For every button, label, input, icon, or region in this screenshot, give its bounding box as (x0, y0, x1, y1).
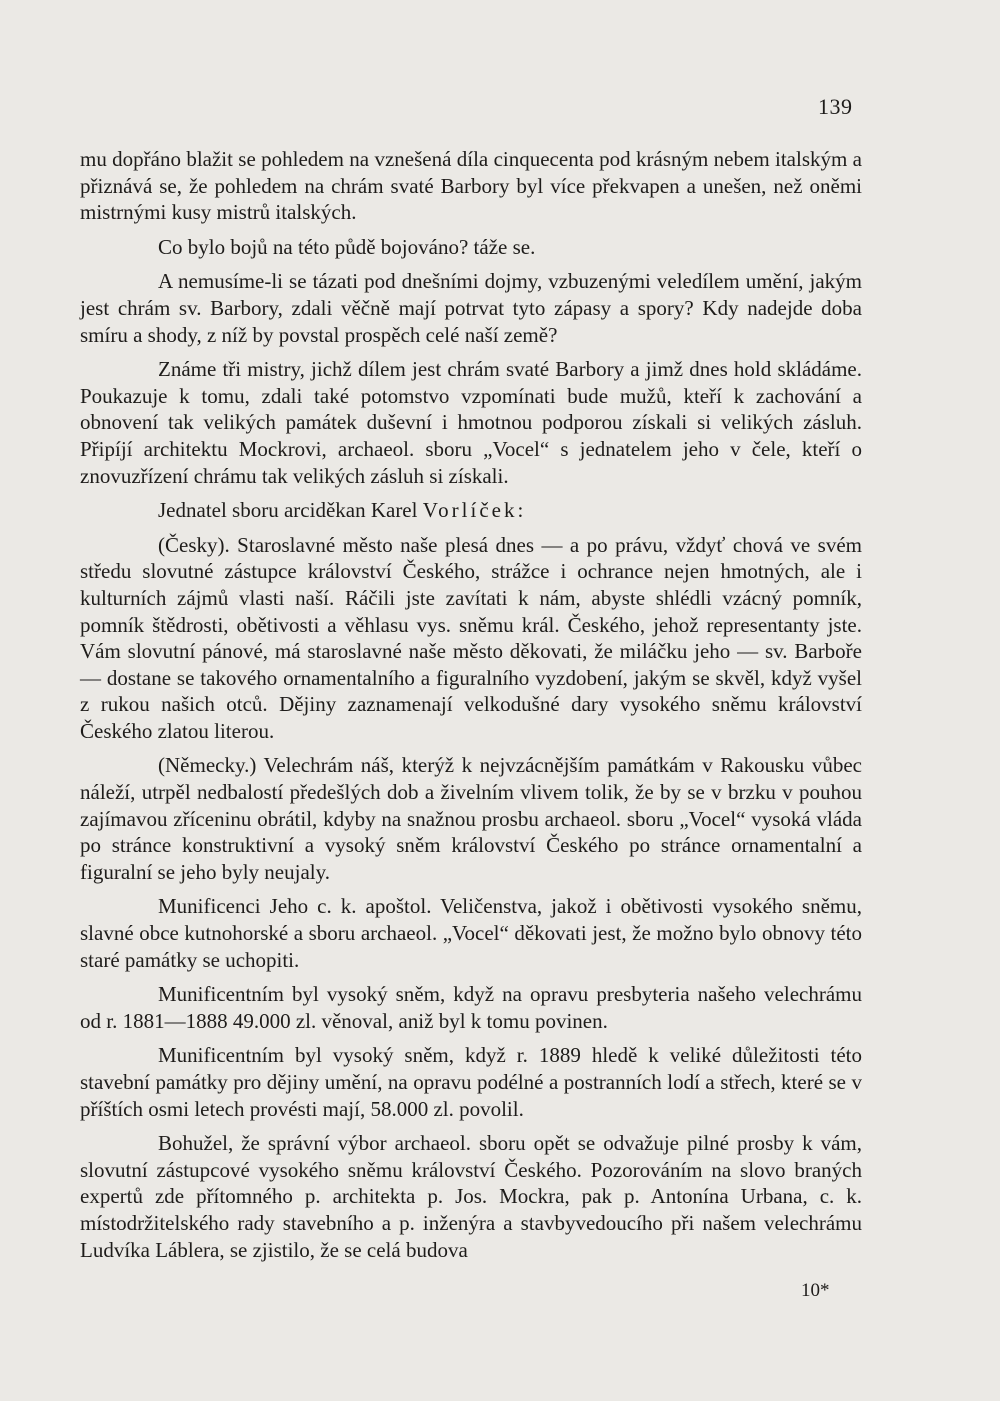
paragraph: Co bylo bojů na této půdě bojováno? táže se. (158, 234, 536, 259)
paragraph: Bohužel, že správní výbor archaeol. sboru opět se odvažuje pilné prosby k vám, slovutní zástupcové vysokého sněmu království Českého. Pozorováním na slovo braných expertů zde přítomného p. architekta p. Jos. Mockra, pak p. Antonína Urbana, c. k. místodržitelského rady stavebního a p. inženýra a stavbyvedoucího při našem velechrámu Ludvíka Láblera, se zjistilo, že se celá budova (80, 1131, 862, 1262)
speaker-suffix: : (517, 498, 524, 523)
paragraph: Munificentním byl vysoký sněm, když r. 1889 hledě k veliké důležitosti této stavební památky pro dějiny umění, na opravu podélné a postranních lodí a střech, které se v příštích osmi letech provésti mají, 58.000 zl. povolil. (80, 1043, 862, 1121)
body-text (80, 146, 862, 1271)
paragraph: mu dopřáno blažit se pohledem na vznešená díla cinquecenta pod krásným nebem italským a přiznává se, že pohledem na chrám svaté Barbory byl více překvapen a unešen, než oněmi mistrnými kusy mistrů italských. (80, 147, 862, 225)
speaker-prefix: Jednatel sboru arciděkan Karel (158, 498, 423, 523)
paragraph: (Německy.) Velechrám náš, kterýž k nejvzácnějším památkám v Rakousku vůbec náleží, utrpěl nedbalostí předešlých dob a živelním vlivem tolik, že by se v brzku v pouhou zajímavou zříceninu obrátil, kdyby na snažnou prosbu archaeol. sboru „Vocel“ vysoká vláda po stránce konstruktivní a vysoký sněm království Českého po stránce ornamentalní a figuralní se jeho byly neujaly. (80, 753, 862, 884)
page-number: 139 (818, 94, 853, 119)
speaker-line (80, 497, 862, 524)
signature-mark: 10* (801, 1280, 830, 1301)
paragraph: Munificenci Jeho c. k. apoštol. Veličenstva, jakož i obětivosti vysokého sněmu, slavné obce kutnohorské a sboru archaeol. „Vocel“ děkovati jest, že možno bylo obnovy této staré památky se uchopiti. (80, 894, 862, 972)
paragraph: Munificentním byl vysoký sněm, když na opravu presbyteria našeho velechrámu od r. 1881—1888 49.000 zl. věnoval, aniž byl k tomu povinen. (80, 982, 862, 1033)
paragraph: Známe tři mistry, jichž dílem jest chrám svaté Barbory a jimž dnes hold skládáme. Poukazuje k tomu, zdali také potomstvo vzpomínati bude mužů, kteří k zachování a obnovení tak velikých památek duševní i hmotnou podporou získali si velikých zásluh. Připíjí architektu Mockrovi, archaeol. sboru „Vocel“ s jednatelem jeho v čele, kteří o znovuzřízení chrámu tak velikých zásluh si získali. (80, 357, 862, 488)
speaker-name: Vorlíček (422, 498, 518, 523)
paragraph: A nemusíme-li se tázati pod dnešními dojmy, vzbuzenými veledílem umění, jakým jest chrám sv. Barbory, zdali věčně mají potrvat tyto zápasy a spory? Kdy nadejde doba smíru a shody, z níž by povstal prospěch celé naší země? (80, 269, 862, 347)
paragraph: (Česky). Staroslavné město naše plesá dnes — a po právu, vždyť chová ve svém středu slovutné zástupce království Českého, strážce i ochrance nejen hmotných, ale i kulturních zájmů vlasti naší. Ráčili jste zavítati k nám, abyste shlédli vzácný pomník, pomník štědrosti, obětivosti a věhlasu vys. sněmu král. Českého, jehož representanty jste. Vám slovutní pánové, má staroslavné naše město děkovati, že miláčku jeho — sv. Barboře — dostane se takového ornamentalního a figuralního vyzdobení, jakým se skvěl, když vyšel z rukou našich otců. Dějiny zaznamenají velkodušné dary vysokého sněmu království Českého zlatou literou. (80, 532, 862, 743)
